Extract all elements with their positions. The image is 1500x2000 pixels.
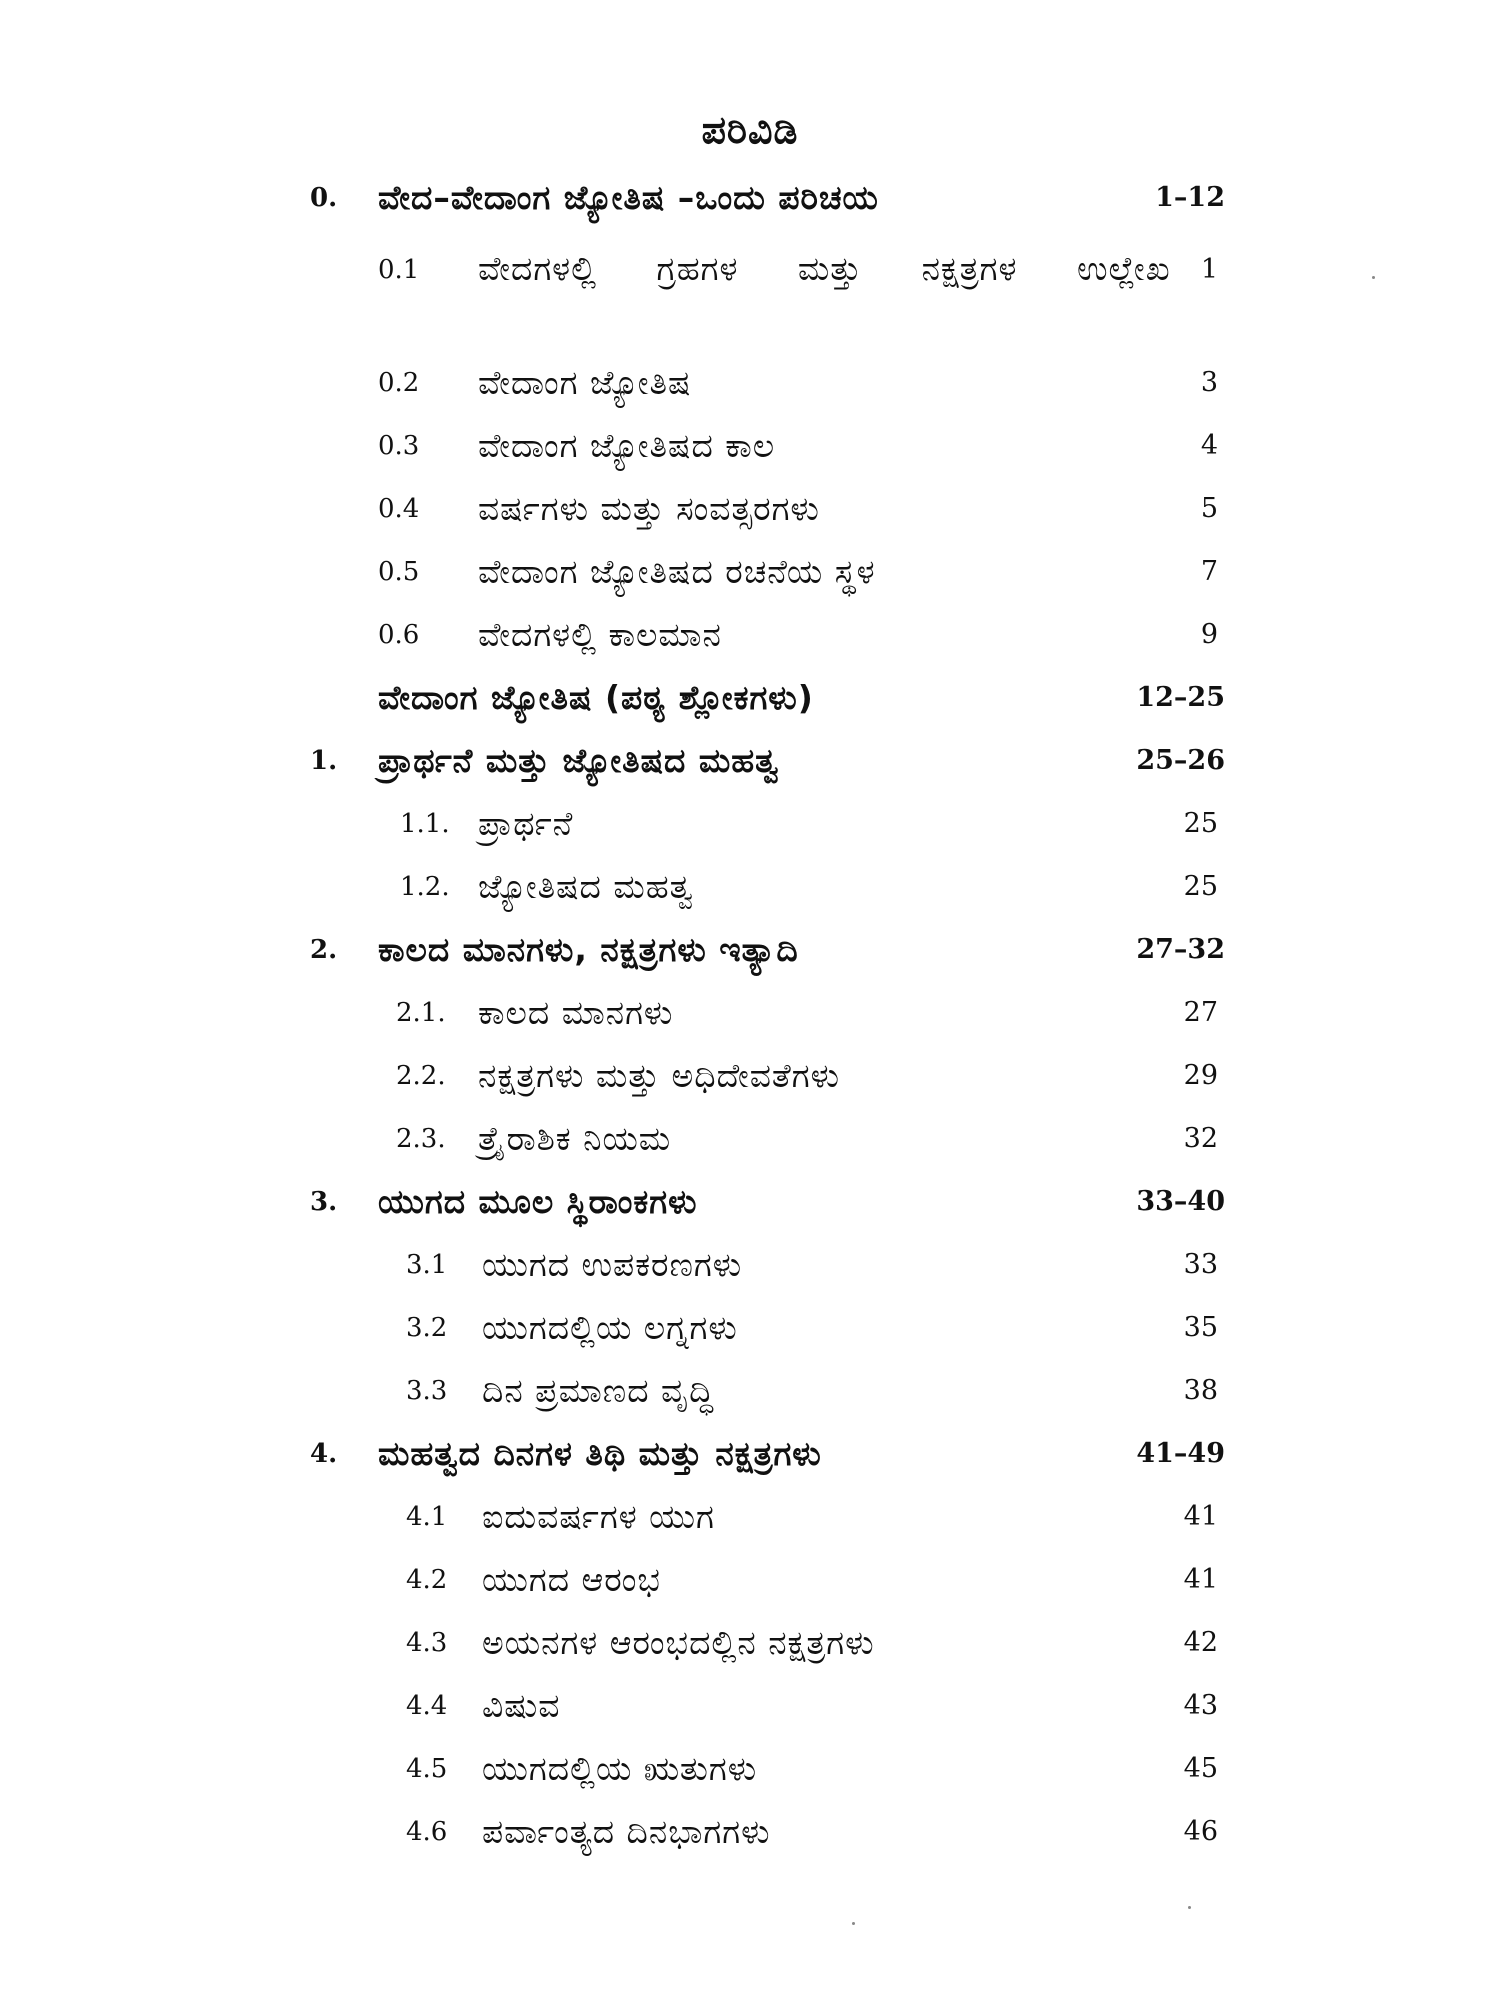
entry-title: ವೇದಾಂಗ ಜ್ಯೋತಿಷ (ಪಠ್ಯ ಶ್ಲೋಕಗಳು): [378, 678, 814, 717]
entry-number: 4.4: [406, 1691, 448, 1721]
entry-title: ವೇದ–ವೇದಾಂಗ ಜ್ಯೋತಿಷ –ಒಂದು ಪರಿಚಯ: [378, 178, 879, 217]
entry-page: 25: [1183, 808, 1218, 839]
entry-title: ಐದುವರ್ಷಗಳ ಯುಗ: [482, 1497, 715, 1536]
entry-number: 3.3: [406, 1376, 448, 1406]
toc-entry: [0, 804, 1500, 864]
toc-entry: [0, 1812, 1500, 1872]
toc-entry: [0, 1371, 1500, 1431]
entry-page: 1–12: [1155, 182, 1225, 213]
entry-title: ವೇದಗಳಲ್ಲಿ ಗ್ರಹಗಳ ಮತ್ತು ನಕ್ಷತ್ರಗಳ ಉಲ್ಲೇಖ: [478, 249, 1171, 288]
entry-number: 2.1.: [396, 998, 446, 1028]
entry-number: 4.6: [406, 1817, 448, 1847]
entry-title: ಯುಗದಲ್ಲಿಯ ಋತುಗಳು: [482, 1749, 758, 1788]
toc-entry: [0, 552, 1500, 612]
entry-title: ಪರ್ವಾಂತ್ಯದ ದಿನಭಾಗಗಳು: [482, 1812, 771, 1851]
entry-title: ವೇದಾಂಗ ಜ್ಯೋತಿಷ: [478, 363, 692, 402]
entry-title: ವರ್ಷಗಳು ಮತ್ತು ಸಂವತ್ಸರಗಳು: [478, 489, 820, 528]
toc-entry: [0, 1119, 1500, 1179]
entry-title: ಪ್ರಾರ್ಥನೆ: [478, 804, 574, 843]
entry-number: 3.1: [406, 1250, 448, 1280]
entry-title: ವೇದಗಳಲ್ಲಿ ಕಾಲಮಾನ: [478, 615, 722, 654]
entry-title: ನಕ್ಷತ್ರಗಳು ಮತ್ತು ಅಧಿದೇವತೆಗಳು: [478, 1056, 840, 1095]
entry-number: 2.3.: [396, 1124, 446, 1154]
entry-number: 1.: [310, 746, 338, 776]
scan-speck: [1372, 276, 1375, 279]
toc-entry: [0, 1497, 1500, 1557]
entry-page: 7: [1200, 556, 1218, 587]
entry-page: 42: [1183, 1627, 1218, 1658]
toc-entry: [0, 1308, 1500, 1368]
entry-title: ಅಯನಗಳ ಆರಂಭದಲ್ಲಿನ ನಕ್ಷತ್ರಗಳು: [482, 1623, 875, 1662]
toc-entry: [0, 867, 1500, 927]
toc-entry: [0, 489, 1500, 549]
entry-page: 32: [1183, 1123, 1218, 1154]
entry-number: 0.4: [378, 494, 420, 524]
toc-entry: [0, 1056, 1500, 1116]
entry-number: 1.1.: [400, 809, 450, 839]
entry-title: ತ್ರೈರಾಶಿಕ ನಿಯಮ: [478, 1119, 672, 1158]
toc-entry: [0, 741, 1500, 801]
entry-page: 25: [1183, 871, 1218, 902]
entry-page: 33–40: [1136, 1186, 1225, 1217]
entry-number: 0.6: [378, 620, 420, 650]
entry-number: 0.2: [378, 368, 420, 398]
entry-page: 41: [1183, 1564, 1218, 1595]
scan-speck: [852, 1922, 855, 1925]
entry-page: 45: [1183, 1753, 1218, 1784]
scan-speck: [1188, 1906, 1191, 1909]
entry-page: 41: [1183, 1501, 1218, 1532]
entry-title: ಮಹತ್ವದ ದಿನಗಳ ತಿಥಿ ಮತ್ತು ನಕ್ಷತ್ರಗಳು: [378, 1434, 822, 1473]
entry-number: 0.: [310, 183, 338, 213]
page-title: ಪರಿವಿಡಿ: [701, 108, 799, 152]
entry-title: ಪ್ರಾರ್ಥನೆ ಮತ್ತು ಜ್ಯೋತಿಷದ ಮಹತ್ವ: [378, 741, 780, 780]
entry-page: 29: [1183, 1060, 1218, 1091]
toc-entry: [0, 178, 1500, 238]
toc-entry: [0, 426, 1500, 486]
entry-page: 33: [1183, 1249, 1218, 1280]
entry-title: ಯುಗದಲ್ಲಿಯ ಲಗ್ನಗಳು: [482, 1308, 738, 1347]
toc-entry: [0, 1560, 1500, 1620]
toc-entry: [0, 250, 1500, 360]
entry-number: 3.: [310, 1187, 338, 1217]
entry-title: ಕಾಲದ ಮಾನಗಳು: [478, 993, 674, 1032]
toc-entry: [0, 1623, 1500, 1683]
toc-entry: [0, 993, 1500, 1053]
entry-page: 27: [1183, 997, 1218, 1028]
entry-page: 27–32: [1136, 934, 1225, 965]
toc-entry: [0, 363, 1500, 423]
entry-number: 1.2.: [400, 872, 450, 902]
entry-title: ಯುಗದ ಉಪಕರಣಗಳು: [482, 1245, 743, 1284]
entry-title: ವೇದಾಂಗ ಜ್ಯೋತಿಷದ ಕಾಲ: [478, 426, 776, 465]
entry-page: 9: [1200, 619, 1218, 650]
toc-entry: [0, 1182, 1500, 1242]
entry-page: 35: [1183, 1312, 1218, 1343]
toc-entry: [0, 1434, 1500, 1494]
entry-number: 4.: [310, 1439, 338, 1469]
entry-page: 12–25: [1136, 682, 1225, 713]
entry-title: ಜ್ಯೋತಿಷದ ಮಹತ್ವ: [478, 867, 694, 906]
entry-page: 38: [1183, 1375, 1218, 1406]
toc-entry: [0, 678, 1500, 738]
entry-number: 0.3: [378, 431, 420, 461]
entry-number: 0.1: [378, 255, 420, 285]
entry-page: 4: [1200, 430, 1218, 461]
toc-entry: [0, 1245, 1500, 1305]
entry-number: 0.5: [378, 557, 420, 587]
toc-entry: [0, 930, 1500, 990]
entry-number: 2.: [310, 935, 338, 965]
entry-number: 4.5: [406, 1754, 448, 1784]
entry-number: 2.2.: [396, 1061, 446, 1091]
entry-title: ಯುಗದ ಮೂಲ ಸ್ಥಿರಾಂಕಗಳು: [378, 1182, 698, 1221]
toc-entry: [0, 1686, 1500, 1746]
entry-page: 41–49: [1136, 1438, 1225, 1469]
entry-page: 3: [1200, 367, 1218, 398]
entry-page: 43: [1183, 1690, 1218, 1721]
entry-page: 5: [1200, 493, 1218, 524]
entry-page: 25–26: [1136, 745, 1225, 776]
entry-title: ವಿಷುವ: [482, 1686, 561, 1725]
entry-page: 46: [1183, 1816, 1218, 1847]
entry-title: ಯುಗದ ಆರಂಭ: [482, 1560, 661, 1599]
entry-number: 4.3: [406, 1628, 448, 1658]
entry-title: ಕಾಲದ ಮಾನಗಳು, ನಕ್ಷತ್ರಗಳು ಇತ್ಯಾದಿ: [378, 930, 799, 969]
entry-number: 4.1: [406, 1502, 448, 1532]
entry-title: ವೇದಾಂಗ ಜ್ಯೋತಿಷದ ರಚನೆಯ ಸ್ಥಳ: [478, 552, 876, 591]
entry-number: 4.2: [406, 1565, 448, 1595]
entry-number: 3.2: [406, 1313, 448, 1343]
entry-page: 1: [1200, 254, 1218, 285]
toc-entry: [0, 1749, 1500, 1809]
toc-entry: [0, 615, 1500, 675]
entry-title: ದಿನ ಪ್ರಮಾಣದ ವೃದ್ಧಿ: [482, 1371, 715, 1410]
